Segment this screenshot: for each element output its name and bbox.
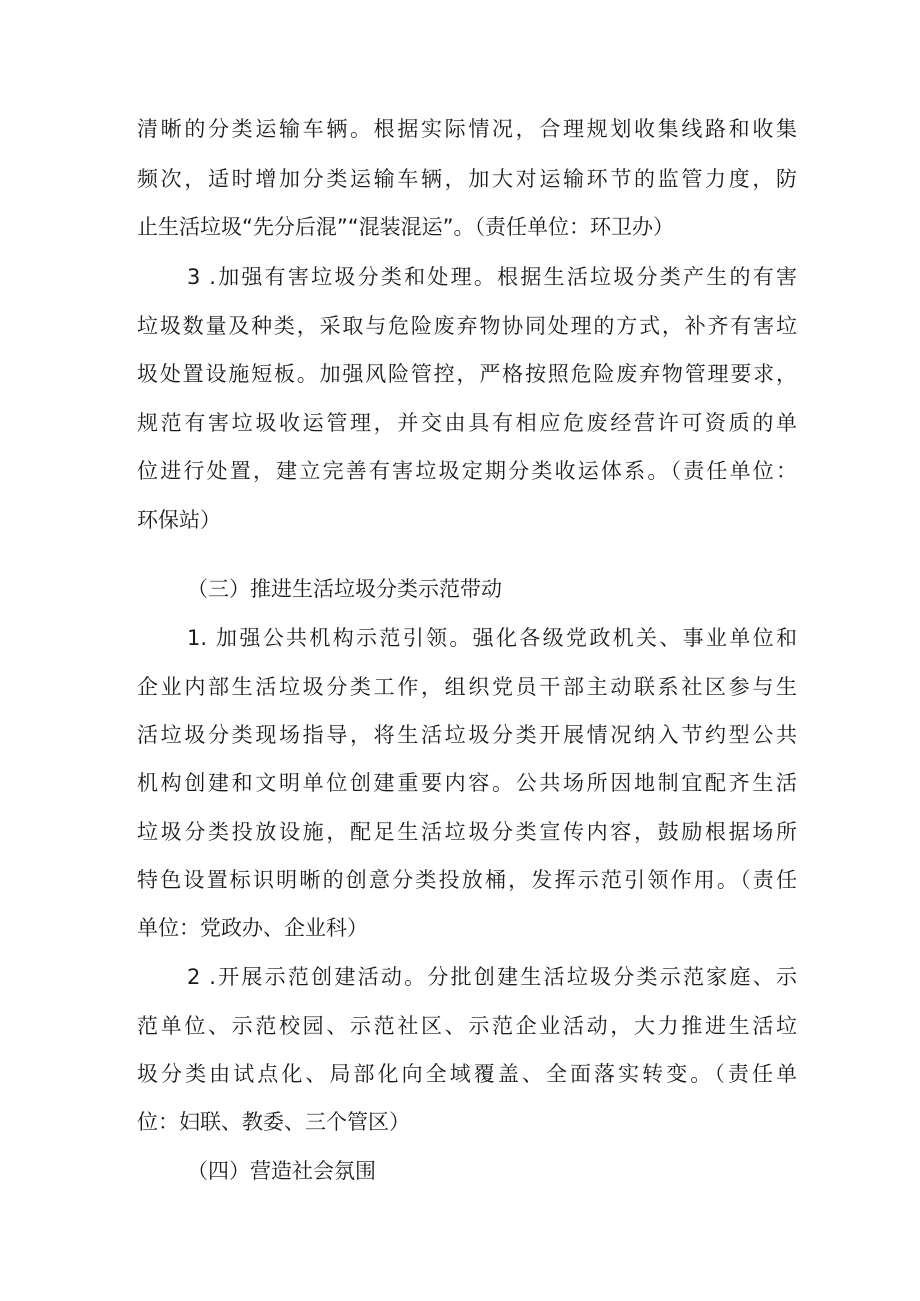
- text-line: 企业内部生活垃圾分类工作，组织党员干部主动联系社区参与生: [137, 675, 797, 699]
- text-line: 活垃圾分类现场指导，将生活垃圾分类开展情况纳入节约型公共: [137, 723, 797, 747]
- text-line: 规范有害垃圾收运管理，并交由具有相应危废经营许可资质的单: [137, 411, 797, 435]
- section-heading-3: （三）推进生活垃圾分类示范带动: [187, 577, 502, 601]
- text-line: 单位：党政办、企业科）: [137, 916, 368, 940]
- paragraph-1-start: 1. 加强公共机构示范引领。强化各级党政机关、事业单位和: [187, 626, 797, 650]
- text-line: 位进行处置，建立完善有害垃圾定期分类收运体系。（责任单位：: [137, 459, 797, 483]
- text-line: 垃圾分类投放设施，配足生活垃圾分类宣传内容，鼓励根据场所: [137, 820, 797, 844]
- text-line: 频次，适时增加分类运输车辆，加大对运输环节的监管力度，防: [137, 167, 797, 191]
- text-line: 垃圾数量及种类，采取与危险废弃物协同处理的方式，补齐有害垃: [137, 314, 797, 338]
- section-heading-4: （四）营造社会氛围: [187, 1159, 376, 1183]
- paragraph-3-start: 3 .加强有害垃圾分类和处理。根据生活垃圾分类产生的有害: [187, 265, 797, 289]
- text-line: 圾分类由试点化、局部化向全域覆盖、全面落实转变。（责任单: [137, 1062, 797, 1086]
- text-line: 机构创建和文明单位创建重要内容。公共场所因地制宜配齐生活: [137, 771, 797, 795]
- text-line: 范单位、示范校园、示范社区、示范企业活动，大力推进生活垃: [137, 1014, 797, 1038]
- text-line: 止生活垃圾“先分后混”“混装混运”。（责任单位：环卫办）: [137, 215, 675, 239]
- text-line: 清晰的分类运输车辆。根据实际情况，合理规划收集线路和收集: [137, 117, 797, 141]
- text-line: 圾处置设施短板。加强风险管控，严格按照危险废弃物管理要求，: [137, 362, 797, 386]
- text-line: 环保站）: [137, 508, 221, 532]
- text-line: 特色设置标识明晰的创意分类投放桶，发挥示范引领作用。（责任: [137, 868, 797, 892]
- paragraph-2-start: 2 .开展示范创建活动。分批创建生活垃圾分类示范家庭、示: [187, 965, 797, 989]
- text-line: 位：妇联、教委、三个管区）: [137, 1110, 410, 1134]
